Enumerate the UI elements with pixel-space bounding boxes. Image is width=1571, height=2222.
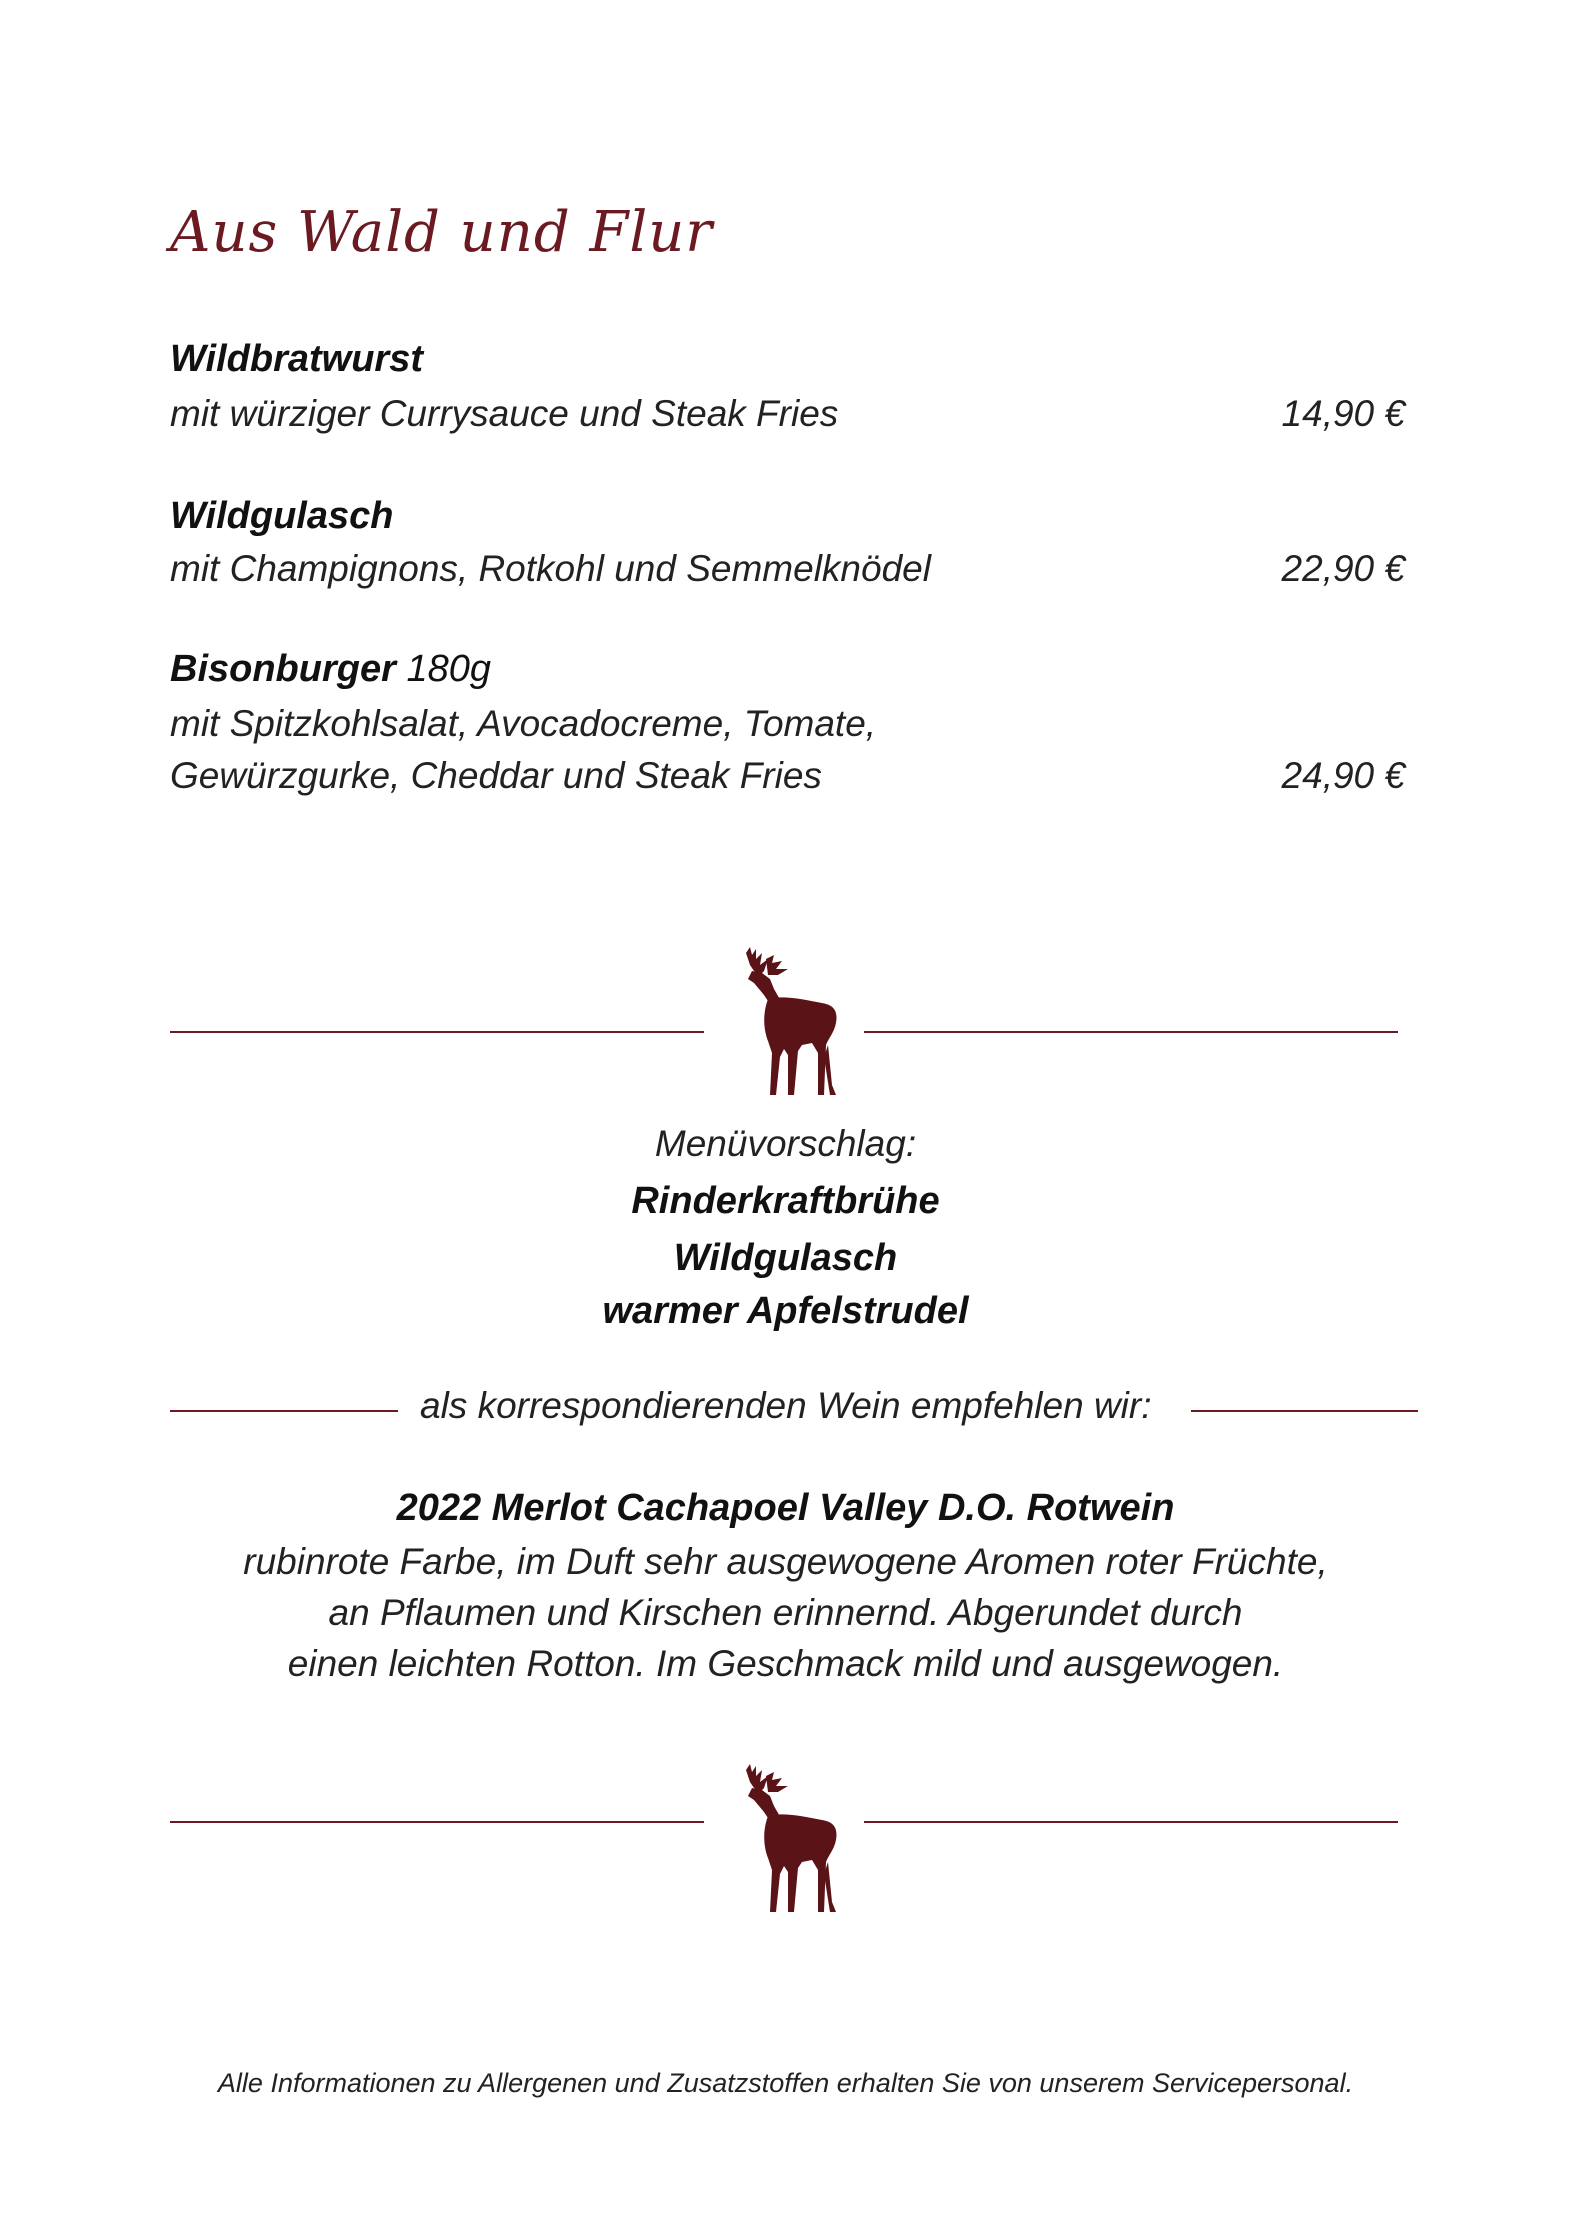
section-title: Aus Wald und Flur	[170, 200, 714, 265]
wine-description: einen leichten Rotton. Im Geschmack mild und ausgewogen.	[287, 1643, 1284, 1684]
menu-course: Rinderkraftbrühe	[631, 1180, 940, 1222]
footer-note: Alle Informationen zu Allergenen und Zusatzstoffen erhalten Sie von unserem Servicepersonal.	[217, 2068, 1354, 2098]
dish-description: mit Champignons, Rotkohl und Semmelknödel	[170, 548, 931, 589]
wine-description: an Pflaumen und Kirschen erinnernd. Abgerundet durch	[328, 1592, 1243, 1633]
divider-line	[170, 1410, 398, 1412]
wine-description: rubinrote Farbe, im Duft sehr ausgewogene Aromen roter Früchte,	[243, 1541, 1328, 1582]
wine-intro: als korrespondierenden Wein empfehlen wir:	[420, 1385, 1152, 1426]
divider-line	[864, 1821, 1398, 1823]
dish-description: mit Spitzkohlsalat, Avocadocreme, Tomate,	[170, 703, 877, 744]
dish-name: Wildgulasch	[170, 495, 394, 537]
deer-icon	[732, 1762, 844, 1917]
divider-line	[1191, 1410, 1418, 1412]
wine-name: 2022 Merlot Cachapoel Valley D.O. Rotwein	[396, 1487, 1175, 1529]
dish-price: 22,90 €	[1281, 548, 1405, 589]
dish-name-text: Bisonburger	[170, 648, 396, 690]
dish-price: 24,90 €	[1281, 755, 1405, 796]
divider-line	[170, 1031, 704, 1033]
dish-name	[170, 648, 491, 691]
menu-course: Wildgulasch	[673, 1237, 898, 1279]
dish-description: mit würziger Currysauce und Steak Fries	[170, 393, 839, 434]
menu-course: warmer Apfelstrudel	[602, 1290, 969, 1332]
dish-price: 14,90 €	[1281, 393, 1405, 434]
deer-icon	[732, 945, 844, 1100]
dish-name: Wildbratwurst	[170, 338, 423, 380]
dish-description: Gewürzgurke, Cheddar und Steak Fries	[170, 755, 822, 796]
divider-line	[864, 1031, 1398, 1033]
menu-suggestion-label: Menüvorschlag:	[654, 1123, 917, 1164]
dish-weight: 180g	[406, 648, 492, 690]
divider-line	[170, 1821, 704, 1823]
